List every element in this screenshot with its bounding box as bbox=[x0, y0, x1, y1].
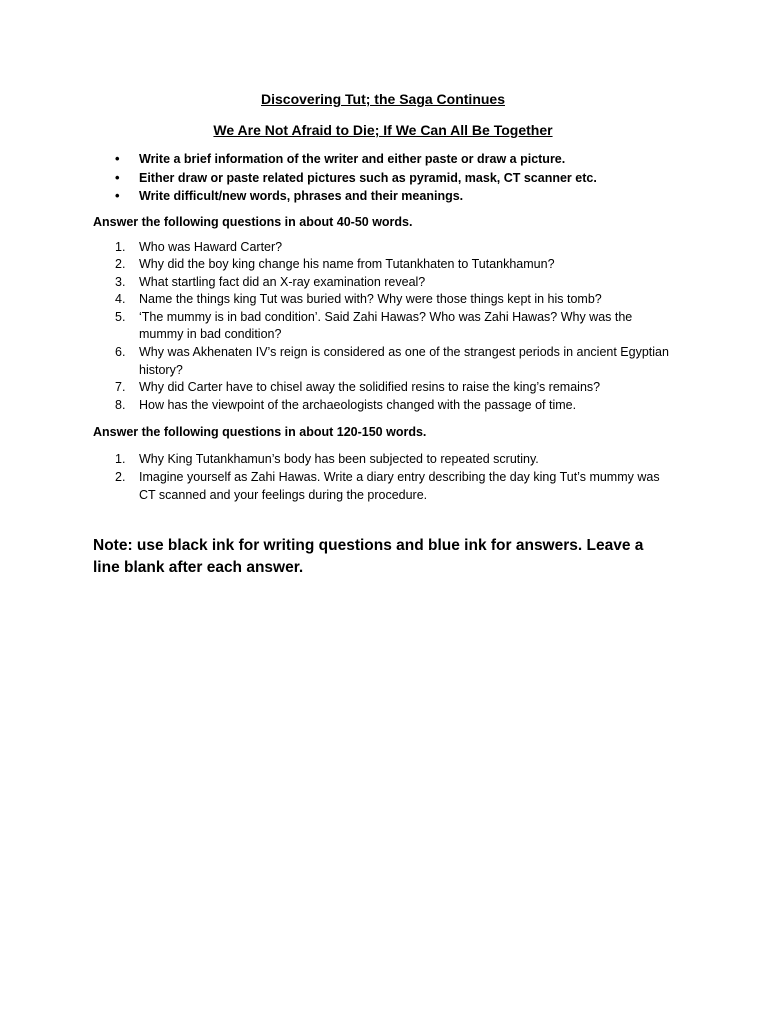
question-item bbox=[93, 309, 673, 344]
document-page bbox=[93, 88, 673, 579]
question-number: 6. bbox=[115, 345, 126, 360]
question-text: How has the viewpoint of the archaeologists changed with the passage of time. bbox=[139, 397, 577, 412]
question-text: Why did Carter have to chisel away the solidified resins to raise the king’s remains? bbox=[139, 380, 601, 395]
bullet-icon: • bbox=[115, 169, 120, 185]
document-title: Discovering Tut; the Saga Continues bbox=[261, 91, 505, 107]
long-answer-instruction: Answer the following questions in about 120-150 words. bbox=[93, 425, 427, 440]
question-item bbox=[93, 344, 673, 379]
long-answer-questions bbox=[93, 451, 673, 504]
question-number: 1. bbox=[115, 452, 126, 467]
question-text: Why was Akhenaten IV’s reign is considered as one of the strangest periods in ancient Egyptian history? bbox=[139, 345, 669, 377]
question-number: 7. bbox=[115, 380, 126, 395]
question-number: 4. bbox=[115, 292, 126, 307]
bullet-icon: • bbox=[115, 188, 120, 203]
task-item bbox=[115, 150, 673, 169]
task-text: Either draw or paste related pictures such as pyramid, mask, CT scanner etc. bbox=[139, 170, 597, 185]
ink-note: Note: use black ink for writing questions and blue ink for answers. Leave a line blank after each answer. bbox=[93, 537, 644, 577]
question-item bbox=[93, 274, 673, 292]
question-text: Name the things king Tut was buried with? Why were those things kept in his tomb? bbox=[139, 292, 602, 307]
question-item bbox=[93, 397, 673, 415]
task-item bbox=[115, 187, 673, 206]
question-number: 1. bbox=[115, 239, 126, 254]
question-text: Who was Haward Carter? bbox=[139, 239, 283, 254]
question-item bbox=[93, 469, 673, 504]
question-number: 2. bbox=[115, 257, 126, 272]
question-number: 8. bbox=[115, 397, 126, 412]
question-text: Why King Tutankhamun’s body has been subjected to repeated scrutiny. bbox=[139, 452, 539, 467]
question-text: What startling fact did an X-ray examination reveal? bbox=[139, 274, 426, 289]
question-item bbox=[93, 379, 673, 397]
question-text: Why did the boy king change his name from Tutankhaten to Tutankhamun? bbox=[139, 257, 555, 272]
question-text: ‘The mummy is in bad condition’. Said Zahi Hawas? Who was Zahi Hawas? Why was the mummy in bad condition? bbox=[139, 309, 633, 342]
task-item bbox=[115, 169, 673, 188]
question-item bbox=[93, 291, 673, 309]
task-list bbox=[93, 150, 673, 206]
question-number: 3. bbox=[115, 274, 126, 289]
document-subtitle: We Are Not Afraid to Die; If We Can All Be Together bbox=[213, 122, 553, 138]
task-text: Write difficult/new words, phrases and their meanings. bbox=[139, 189, 464, 203]
bullet-icon: • bbox=[115, 151, 120, 166]
task-text: Write a brief information of the writer and either paste or draw a picture. bbox=[139, 152, 566, 166]
question-item bbox=[93, 256, 673, 274]
question-item bbox=[93, 239, 673, 257]
short-answer-questions bbox=[93, 239, 673, 415]
question-number: 2. bbox=[115, 470, 126, 485]
short-answer-instruction: Answer the following questions in about 40-50 words. bbox=[93, 214, 413, 229]
question-item bbox=[93, 451, 673, 469]
question-number: 5. bbox=[115, 309, 126, 324]
question-text: Imagine yourself as Zahi Hawas. Write a diary entry describing the day king Tut’s mummy was CT scanned and your feelings during the procedure. bbox=[139, 470, 660, 502]
